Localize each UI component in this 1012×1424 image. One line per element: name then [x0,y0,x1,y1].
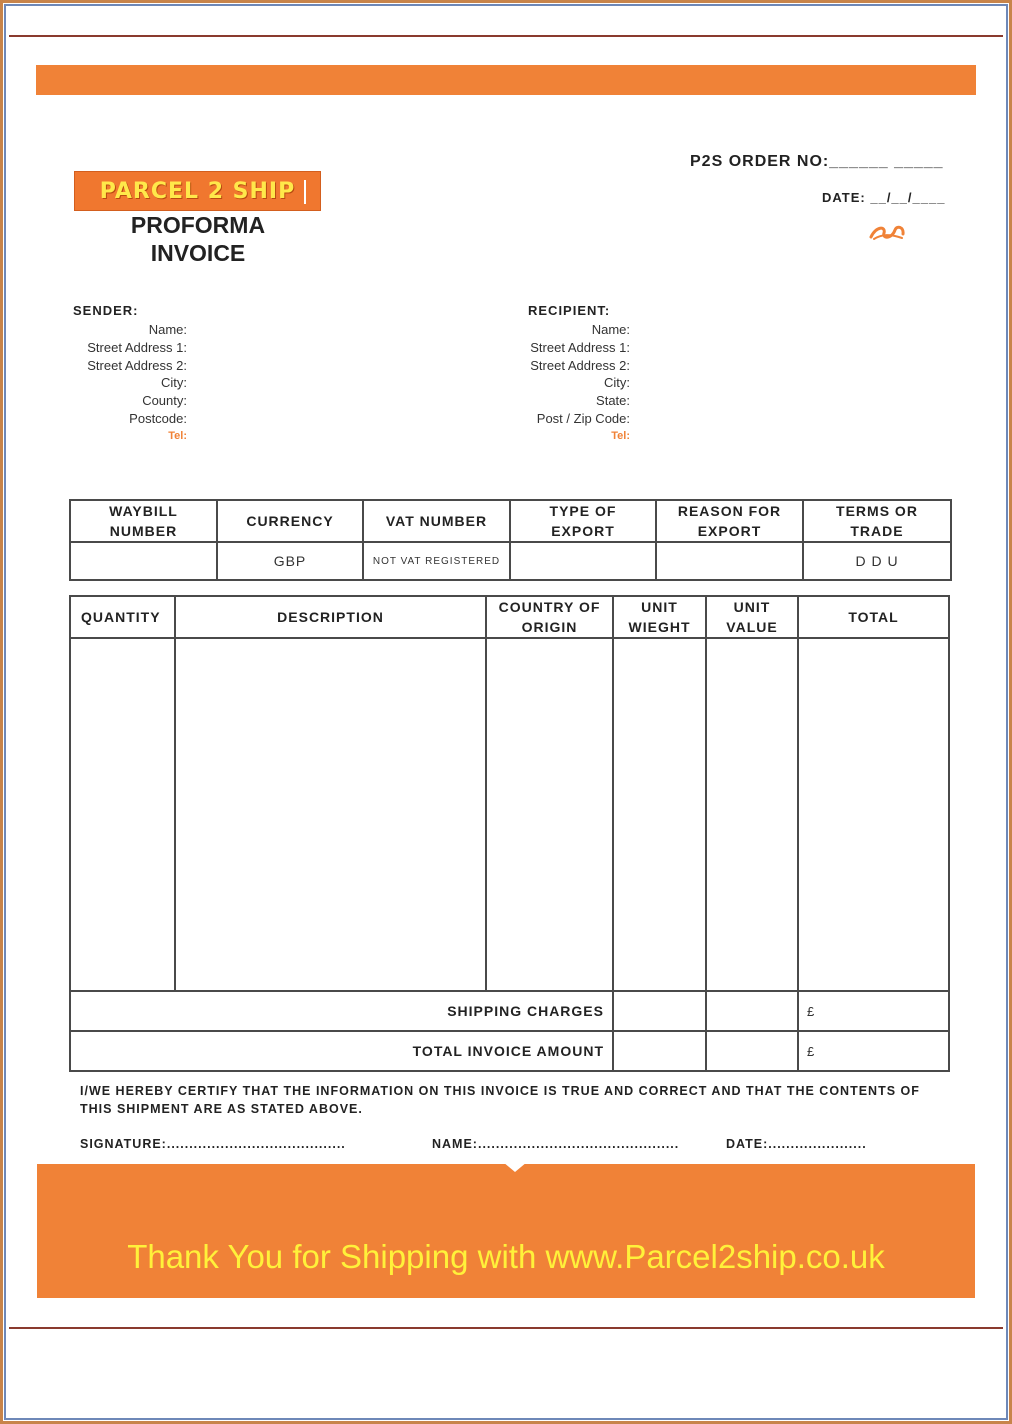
country-of-origin-header: COUNTRY OF ORIGIN [486,596,613,638]
shipment-details-table [69,499,952,581]
order-number-field[interactable]: P2S ORDER NO:______ _____ [690,153,944,170]
sender-postcode-label: Postcode: [129,411,187,426]
type-of-export-cell[interactable] [510,542,656,580]
country-of-origin-cell[interactable] [486,638,613,991]
total-cell[interactable] [798,638,949,991]
shipping-charges-amount[interactable]: £ [798,991,949,1031]
unit-value-cell[interactable] [706,638,798,991]
total-invoice-label: TOTAL INVOICE AMOUNT [70,1031,613,1071]
sender-city-label: City: [161,375,187,390]
type-of-export-header: TYPE OF EXPORT [510,500,656,542]
parcel2ship-logo [74,171,321,211]
sign-date-field[interactable]: DATE:...................... [726,1137,867,1151]
recipient-state-label: State: [596,393,630,408]
recipient-city-label: City: [604,375,630,390]
reason-for-export-header: REASON FOR EXPORT [656,500,803,542]
footer-notch [503,1162,527,1172]
doc-title-line2: INVOICE [150,240,246,266]
recipient-street2-label: Street Address 2: [530,358,630,373]
recipient-name-label: Name: [591,322,630,337]
signature-field[interactable]: SIGNATURE:........................................ [80,1137,346,1151]
currency-header: CURRENCY [217,500,363,542]
shipping-charges-label: SHIPPING CHARGES [70,991,613,1031]
quantity-cell[interactable] [70,638,175,991]
total-header: TOTAL [798,596,949,638]
logo-text: PARCEL 2 SHIP [99,178,296,204]
sender-heading: SENDER: [73,303,139,318]
items-body-row [70,638,949,991]
shipping-charges-row [70,991,949,1031]
logo-tick-mark [304,180,306,204]
items-table [69,595,950,1072]
vat-number-header: VAT NUMBER [363,500,510,542]
recipient-tel-label: Tel: [611,430,630,442]
top-accent-bar [36,65,976,95]
recipient-street1-label: Street Address 1: [530,340,630,355]
footer-thank-you-text: Thank You for Shipping with www.Parcel2ship.co.uk [127,1238,885,1275]
top-divider [9,35,1003,37]
sender-tel-label: Tel: [168,430,187,442]
unit-weight-cell[interactable] [613,638,706,991]
total-value-cell[interactable] [706,1031,798,1071]
swirl-icon [868,222,906,242]
description-cell[interactable] [175,638,486,991]
sender-county-label: County: [142,393,187,408]
name-field[interactable]: NAME:............................................. [432,1137,680,1151]
shipment-header-row [70,500,951,542]
unit-weight-header: UNIT WIEGHT [613,596,706,638]
sender-street2-label: Street Address 2: [87,358,187,373]
certification-statement: I/WE HEREBY CERTIFY THAT THE INFORMATION ON THIS INVOICE IS TRUE AND CORRECT AND THAT THE CONTENTS OF THIS SHIPMENT ARE AS STATED ABOVE. [80,1084,920,1116]
shipment-value-row [70,542,951,580]
waybill-number-header: WAYBILL NUMBER [70,500,217,542]
unit-value-header: UNIT VALUE [706,596,798,638]
shipping-value-cell[interactable] [706,991,798,1031]
terms-of-trade-cell[interactable]: D D U [803,542,951,580]
sender-name-label: Name: [148,322,187,337]
recipient-heading: RECIPIENT: [528,303,611,318]
reason-for-export-cell[interactable] [656,542,803,580]
description-header: DESCRIPTION [175,596,486,638]
footer-band [37,1164,975,1298]
shipping-weight-cell[interactable] [613,991,706,1031]
total-weight-cell[interactable] [613,1031,706,1071]
items-header-row [70,596,949,638]
quantity-header: QUANTITY [70,596,175,638]
sender-street1-label: Street Address 1: [87,340,187,355]
header-date-field[interactable]: DATE: __/__/____ [822,190,946,205]
terms-of-trade-header: TERMS OR TRADE [803,500,951,542]
currency-cell[interactable]: GBP [217,542,363,580]
waybill-number-cell[interactable] [70,542,217,580]
vat-number-cell[interactable]: NOT VAT REGISTERED [363,542,510,580]
total-invoice-row [70,1031,949,1071]
bottom-divider [9,1327,1003,1329]
total-invoice-amount[interactable]: £ [798,1031,949,1071]
doc-title-line1: PROFORMA [130,212,266,238]
recipient-zip-label: Post / Zip Code: [536,411,630,426]
